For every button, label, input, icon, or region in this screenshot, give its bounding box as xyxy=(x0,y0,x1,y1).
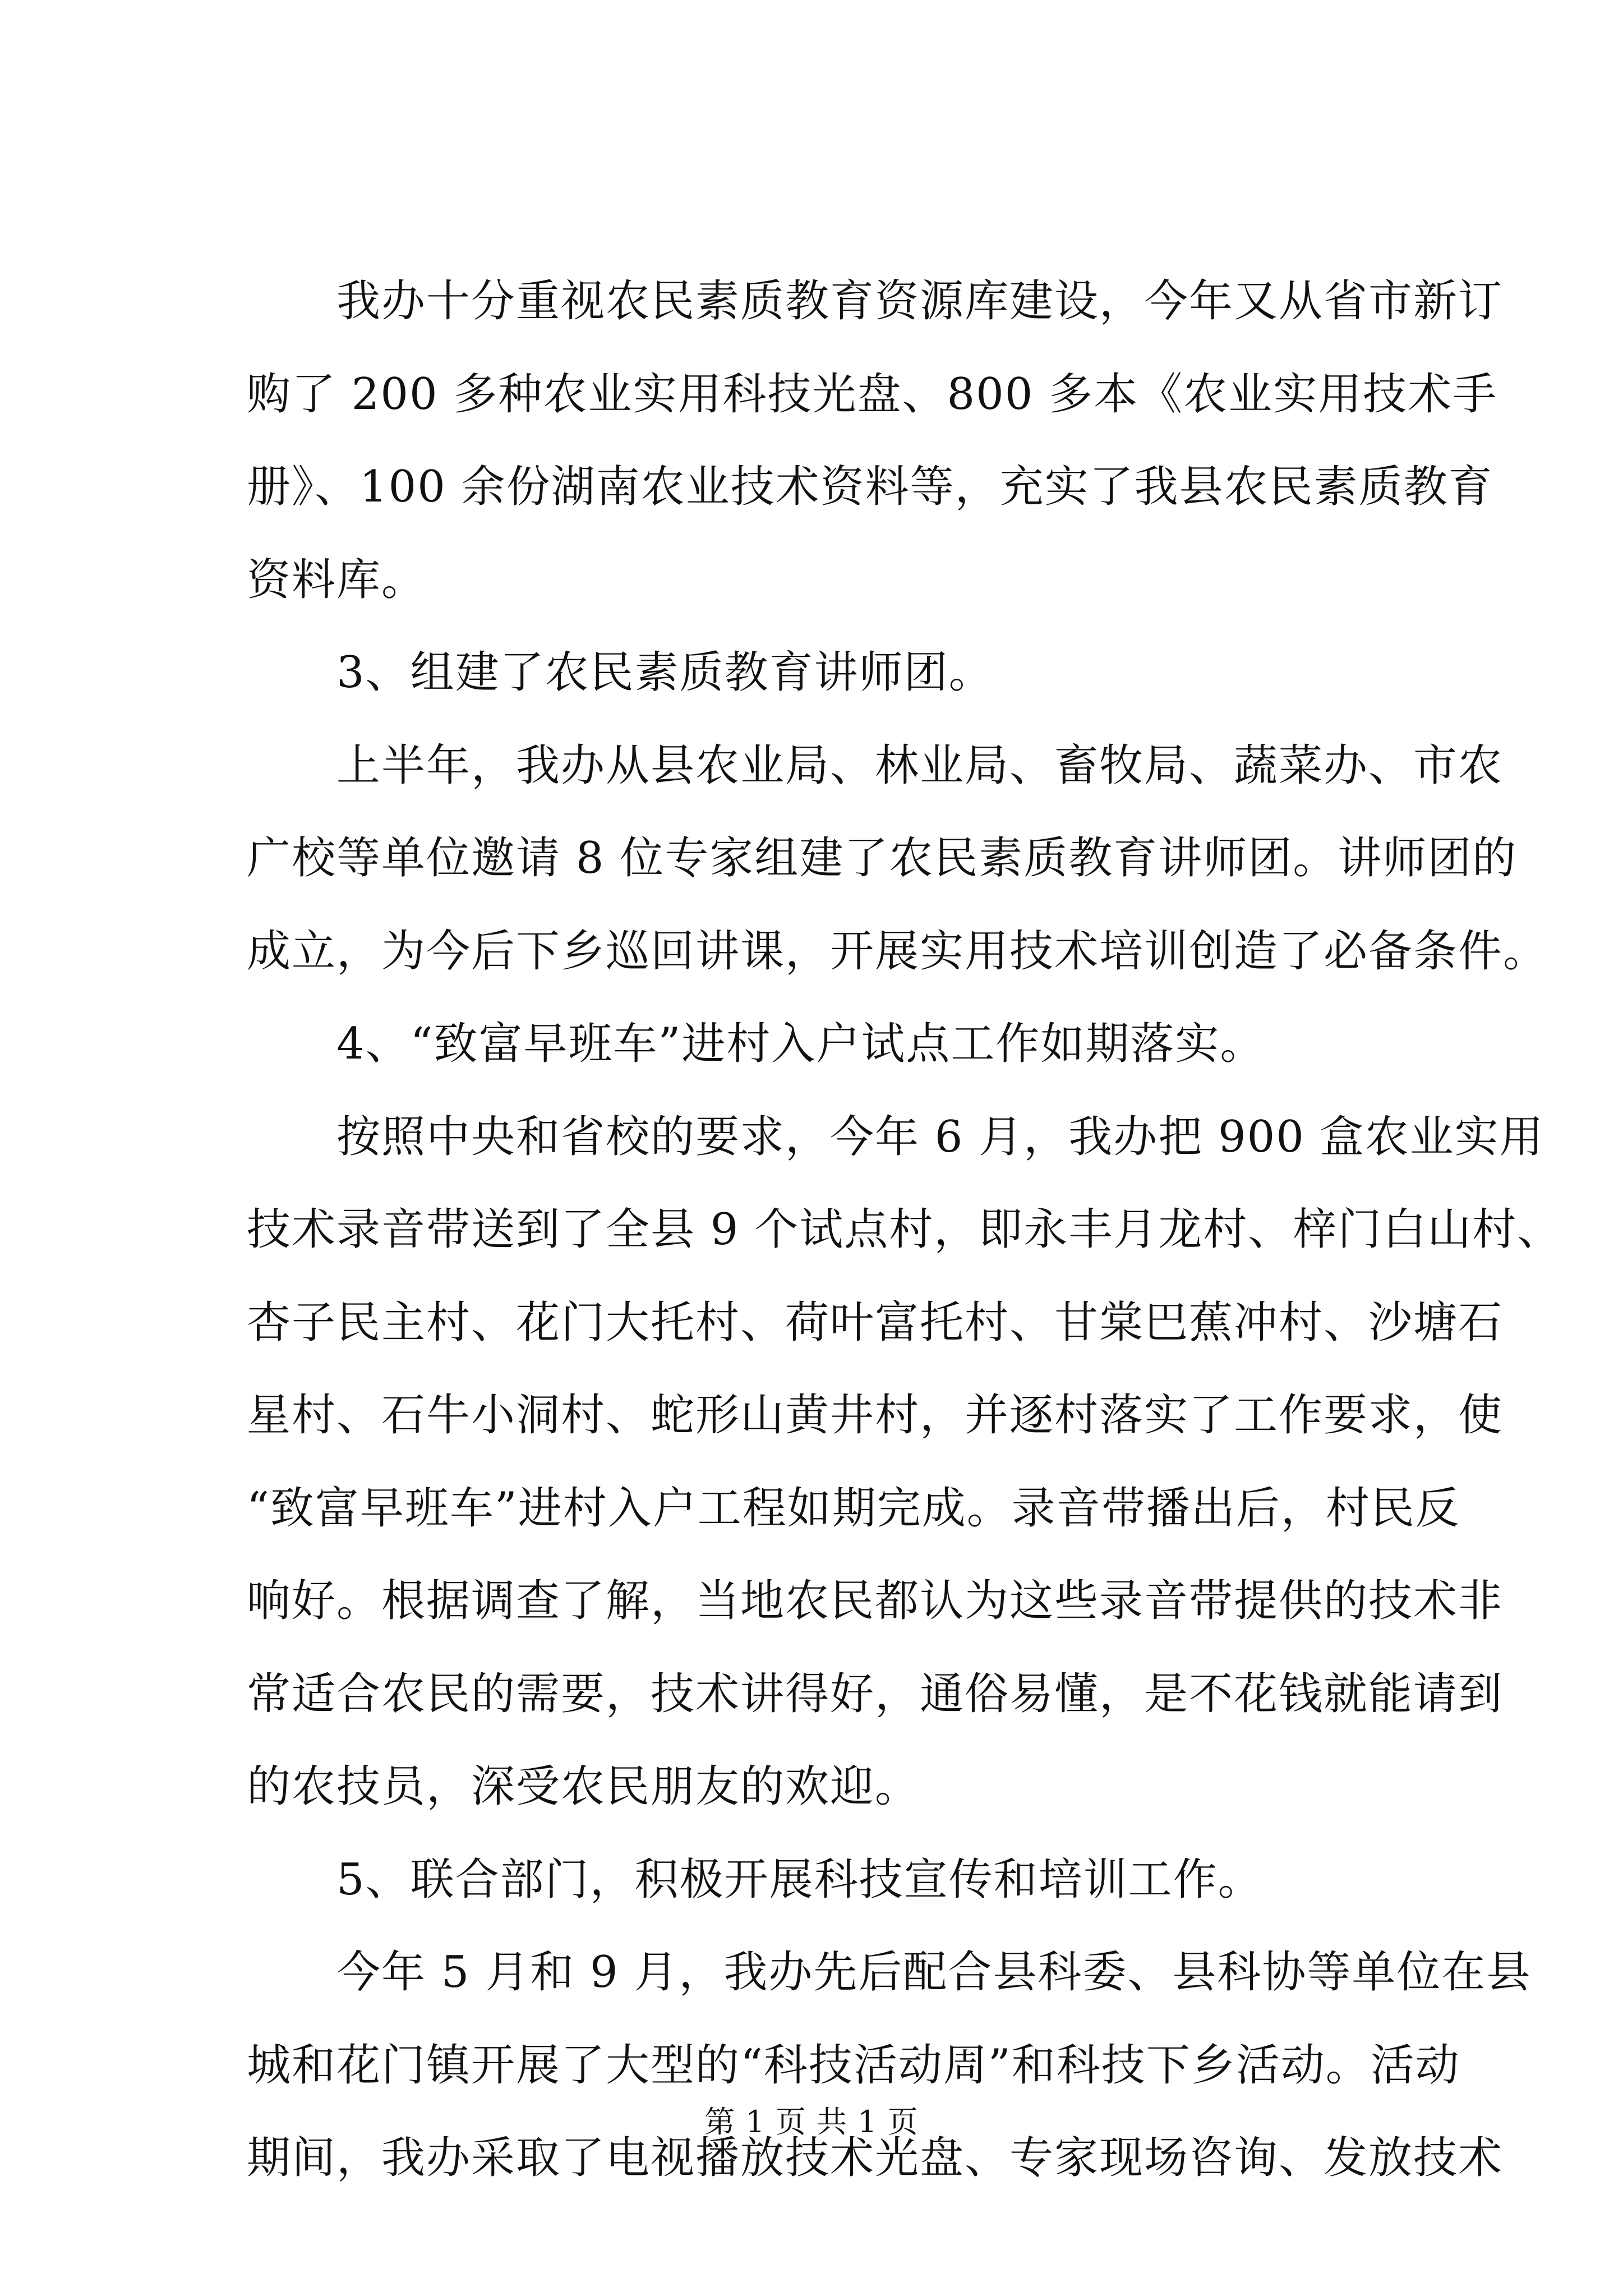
section-heading: 3、组建了农民素质教育讲师团。 xyxy=(336,647,994,698)
body-text xyxy=(247,255,1562,2205)
paragraph-line: 响好。根据调查了解，当地农民都认为这些录音带提供的技术非 xyxy=(247,1576,1504,1626)
paragraph-line: 期间，我办采取了电视播放技术光盘、专家现场咨询、发放技术 xyxy=(247,2133,1504,2183)
paragraph-line: 按照中央和省校的要求，今年 6 月，我办把 900 盒农业实用 xyxy=(336,1111,1544,1162)
paragraph-line: 资料库。 xyxy=(247,554,427,605)
paragraph-line: “致富早班车”进村入户工程如期完成。录音带播出后，村民反 xyxy=(247,1483,1460,1534)
paragraph-line: 今年 5 月和 9 月，我办先后配合县科委、县科协等单位在县 xyxy=(336,1947,1532,1998)
section-heading: 4、“致富早班车”进村入户试点工作如期落实。 xyxy=(336,1019,1265,1069)
paragraph-line: 我办十分重视农民素质教育资源库建设，今年又从省市新订 xyxy=(336,276,1504,326)
paragraph-line: 的农技员，深受农民朋友的欢迎。 xyxy=(247,1761,920,1812)
paragraph-line: 星村、石牛小洞村、蛇形山黄井村，并逐村落实了工作要求，使 xyxy=(247,1390,1504,1441)
paragraph-line: 广校等单位邀请 8 位专家组建了农民素质教育讲师团。讲师团的 xyxy=(247,833,1518,884)
page-footer: 第 1 页 共 1 页 xyxy=(704,2104,919,2139)
paragraph-line: 成立，为今后下乡巡回讲课，开展实用技术培训创造了必备条件。 xyxy=(247,926,1548,977)
paragraph-line: 上半年，我办从县农业局、林业局、畜牧局、蔬菜办、市农 xyxy=(336,740,1504,791)
paragraph-line: 购了 200 多种农业实用科技光盘、800 多本《农业实用技术手 xyxy=(247,369,1498,420)
section-heading: 5、联合部门，积极开展科技宣传和培训工作。 xyxy=(336,1854,1263,1905)
paragraph-line: 册》、100 余份湖南农业技术资料等，充实了我县农民素质教育 xyxy=(247,462,1493,512)
paragraph-line: 杏子民主村、花门大托村、荷叶富托村、甘棠巴蕉冲村、沙塘石 xyxy=(247,1297,1504,1348)
paragraph-line: 城和花门镇开展了大型的“科技活动周”和科技下乡活动。活动 xyxy=(247,2040,1460,2091)
paragraph-line: 技术录音带送到了全县 9 个试点村，即永丰月龙村、梓门白山村、 xyxy=(247,1204,1562,1255)
paragraph-line: 常适合农民的需要，技术讲得好，通俗易懂，是不花钱就能请到 xyxy=(247,1668,1504,1719)
